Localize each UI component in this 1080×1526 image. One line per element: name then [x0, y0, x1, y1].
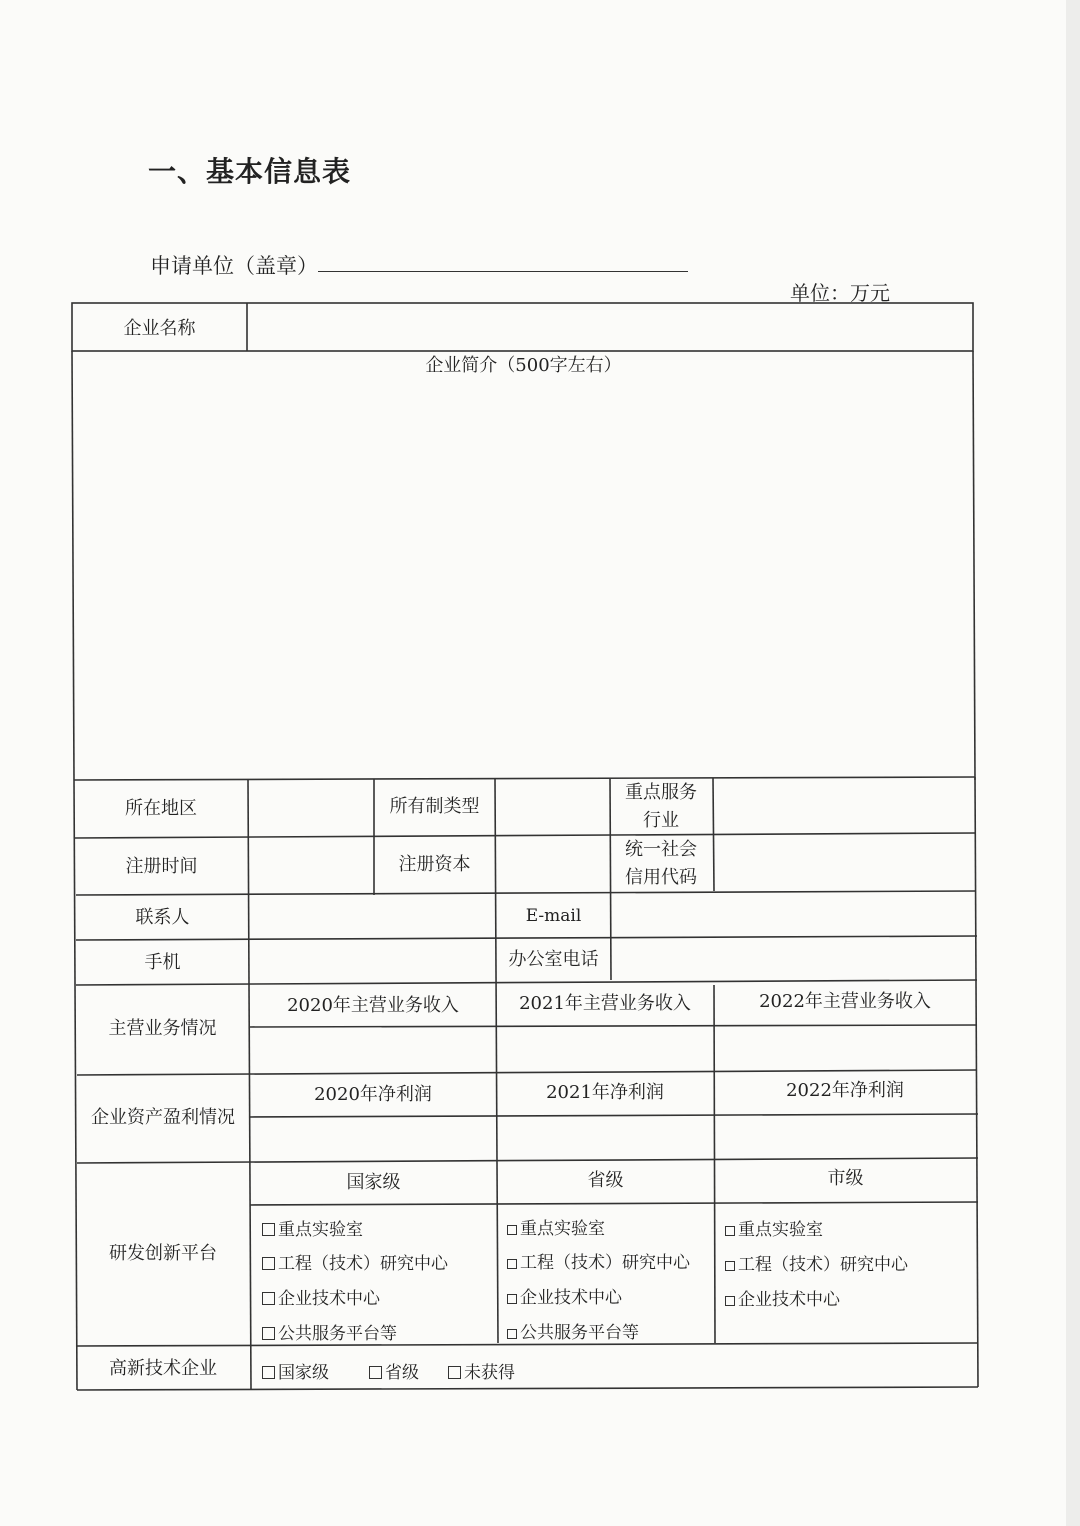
registration-time-label: 注册时间 [125, 856, 198, 877]
checkbox-icon [262, 1366, 275, 1379]
asset-profit-label: 企业资产盈利情况 [91, 1107, 235, 1128]
revenue-2021-label: 2021年主营业务收入 [519, 993, 691, 1014]
municipal-lab-option[interactable]: 重点实验室 [725, 1215, 823, 1240]
company-intro-field[interactable] [78, 385, 970, 775]
checkbox-icon [262, 1223, 275, 1236]
municipal-eng-option[interactable]: 工程（技术）研究中心 [725, 1250, 908, 1275]
checkbox-icon [262, 1257, 275, 1270]
profit-2021-field[interactable] [499, 1118, 712, 1160]
company-name-field[interactable] [249, 305, 971, 349]
municipal-level-header: 市级 [827, 1168, 864, 1189]
contact-person-field[interactable] [252, 896, 494, 936]
national-eng-option[interactable]: 工程（技术）研究中心 [262, 1249, 448, 1274]
high-tech-provincial-option[interactable]: 省级 [369, 1358, 419, 1383]
municipal-tech-option[interactable]: 企业技术中心 [725, 1285, 840, 1310]
profit-2020-field[interactable] [252, 1119, 494, 1161]
key-service-industry-label: 重点服务行业 [625, 782, 697, 831]
mobile-field[interactable] [252, 941, 494, 982]
region-label: 所在地区 [125, 798, 197, 819]
revenue-2022-label: 2022年主营业务收入 [759, 991, 931, 1012]
ownership-type-field[interactable] [497, 782, 608, 835]
applicant-label: 申请单位（盖章） [150, 254, 318, 278]
registered-capital-label: 注册资本 [398, 854, 471, 875]
credit-code-field[interactable] [715, 837, 974, 889]
page-title: 一、基本信息表 [148, 155, 352, 188]
email-field[interactable] [613, 894, 975, 934]
checkbox-icon [262, 1292, 275, 1305]
office-phone-field[interactable] [613, 939, 975, 979]
company-name-label: 企业名称 [123, 318, 196, 339]
high-tech-national-option[interactable]: 国家级 [262, 1358, 329, 1383]
profit-2021-label: 2021年净利润 [546, 1082, 664, 1103]
main-business-label: 主营业务情况 [108, 1018, 217, 1039]
revenue-2021-field[interactable] [499, 1029, 712, 1071]
registered-capital-field[interactable] [497, 838, 608, 891]
checkbox-icon [725, 1261, 735, 1271]
company-intro-label: 企业简介（500字左右） [425, 355, 622, 376]
provincial-level-header: 省级 [587, 1170, 624, 1191]
checkbox-icon [725, 1226, 735, 1236]
profit-2022-field[interactable] [717, 1117, 975, 1158]
high-tech-none-option[interactable]: 未获得 [448, 1358, 515, 1383]
national-tech-option[interactable]: 企业技术中心 [262, 1284, 380, 1309]
revenue-2020-field[interactable] [252, 1030, 494, 1072]
registration-time-field[interactable] [251, 840, 372, 893]
checkbox-icon [369, 1366, 382, 1379]
provincial-lab-option[interactable]: 重点实验室 [507, 1214, 605, 1239]
checkbox-icon [507, 1294, 517, 1304]
revenue-2020-label: 2020年主营业务收入 [287, 995, 459, 1016]
rd-platform-label: 研发创新平台 [109, 1243, 217, 1264]
office-phone-label: 办公室电话 [508, 949, 599, 970]
key-service-industry-field[interactable] [715, 781, 973, 833]
checkbox-icon [725, 1296, 735, 1306]
provincial-public-option[interactable]: 公共服务平台等 [507, 1318, 639, 1343]
checkbox-icon [507, 1259, 517, 1269]
national-level-header: 国家级 [346, 1172, 401, 1193]
checkbox-icon [507, 1225, 517, 1235]
credit-code-label: 统一社会信用代码 [625, 839, 697, 888]
provincial-tech-option[interactable]: 企业技术中心 [507, 1283, 622, 1308]
revenue-2022-field[interactable] [717, 1028, 975, 1070]
contact-person-label: 联系人 [135, 907, 190, 928]
region-field[interactable] [251, 782, 372, 835]
national-lab-option[interactable]: 重点实验室 [262, 1215, 363, 1240]
profit-2020-label: 2020年净利润 [314, 1084, 432, 1105]
unit-label: 单位：万元 [790, 281, 890, 305]
high-tech-label: 高新技术企业 [109, 1358, 217, 1379]
checkbox-icon [448, 1366, 461, 1379]
profit-2022-label: 2022年净利润 [786, 1080, 904, 1101]
mobile-label: 手机 [144, 952, 181, 973]
checkbox-icon [262, 1327, 275, 1340]
national-public-option[interactable]: 公共服务平台等 [262, 1319, 397, 1344]
provincial-eng-option[interactable]: 工程（技术）研究中心 [507, 1248, 690, 1273]
ownership-type-label: 所有制类型 [389, 796, 480, 817]
email-label: E-mail [525, 906, 582, 926]
checkbox-icon [507, 1329, 517, 1339]
